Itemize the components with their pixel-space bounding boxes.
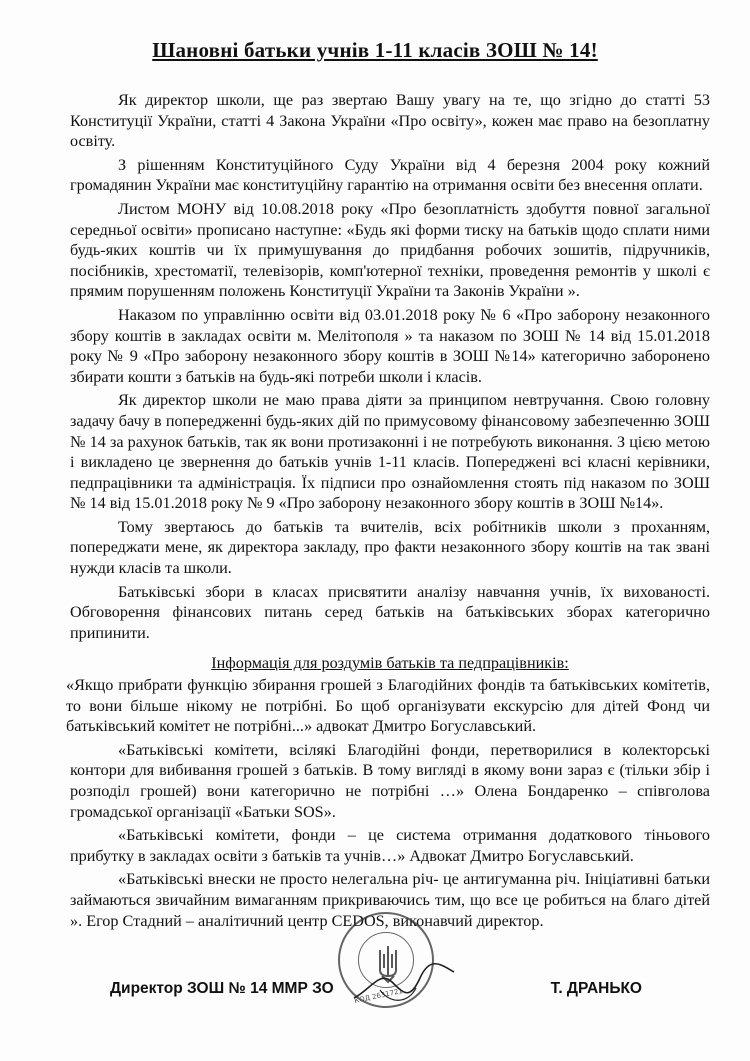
document-body bbox=[66, 90, 710, 934]
paragraph-director-position: Як директор школи не маю права діяти за принципом невтручання. Свою головну задачу бачу в попередженні будь-яких дій по примусовому фінансовому забезпеченню ЗОШ № 14 за рахунок батьків, так як вони протизаконні і не потребують виконання. З цією метою і викладено це звернення до батьків учнів 1-11 класів. Попереджені всі класні керівники, педпрацівники та адміністрація. Їх підписи про ознайомлення стоять під наказом по ЗОШ № 14 від 15.01.2018 року № 9 «Про заборону незаконного збору коштів в ЗОШ №14». bbox=[70, 391, 710, 513]
quote-boguslavsky-2: «Батьківські комітети, фонди – це система отримання додаткового тіньового прибутку в закладах освіти з батьків та учнів…» Адвокат Дмитро Богуславський. bbox=[70, 826, 710, 865]
page-title: Шановні батьки учнів 1-11 класів ЗОШ № 14! bbox=[152, 38, 598, 62]
paragraph-constitution: Як директор школи, ще раз звертаю Вашу увагу на те, що згідно до статті 53 Конституції України, статті 4 Закона України «Про освіту», кожен має право на безоплатну освіту. bbox=[70, 91, 710, 151]
paragraph-orders: Наказом по управлінню освіти від 03.01.2018 року № 6 «Про заборону незаконного збору коштів в закладах освіти м. Мелітополя » та наказом по ЗОШ № 14 від 15.01.2018 року № 9 «Про заборону незаконного збору коштів в ЗОШ №14» категорично заборонено збирати кошти з батьків на будь-які потреби школи і класів. bbox=[70, 305, 710, 386]
stamp-code: КОД 2631721 bbox=[353, 986, 404, 1006]
signature-name: Т. ДРАНЬКО bbox=[550, 980, 642, 997]
quote-stadnyi: «Батьківські внески не просто нелегальна річ- це антигуманна річ. Ініціативні батьки займаються звичайним вимаганням прикриваючись тим, що все це робиться на благо дітей ». Егор Стадний – аналітичний центр CEDOS, виконавчий директор. bbox=[70, 870, 710, 930]
paragraph-meetings: Батьківські збори в класах присвятити аналізу навчання учнів, їх вихованості. Обговорення фінансових питань серед батьків на батьківських зборах категорично припинити. bbox=[70, 582, 710, 642]
signature-position: Директор ЗОШ № 14 ММР ЗО bbox=[110, 980, 334, 997]
paragraph-appeal: Тому звертаюсь до батьків та вчителів, всіх робітників школи з проханням, попереджати мене, як директора закладу, про факти незаконного збору коштів на так звані нужди класів та школи. bbox=[70, 517, 710, 578]
info-heading: Інформація для роздумів батьків та педпрацівників: bbox=[211, 654, 569, 673]
paragraph-ministry-letter: Листом МОНУ від 10.08.2018 року «Про безоплатність здобуття повної загальної середньої освіти» прописано наступне: «Будь які форми тиску на батьків щодо сплати ними будь-яких коштів чи їх примушування до придбання робочих зошитів, підручників, посібників, хрестоматії, телевізорів, комп'ютерної техніки, проведення ремонтів у школі є прямим порушенням положень Конституції України та Законів України ». bbox=[70, 199, 710, 301]
paragraph-court-decision: З рішенням Конституційного Суду України від 4 березня 2004 року кожний громадянин України має конституційну гарантію на отримання освіти без внесення оплати. bbox=[70, 155, 710, 195]
quote-boguslavsky-1: «Якщо прибрати функцію збирання грошей з Благодійних фондів та батьківських комітетів, то вони більше нікому не потрібні. Бо щоб організувати екскурсію для дітей Фонд чи батьківський комітет не потрібні...» адвокат Дмитро Богуславський. bbox=[66, 676, 710, 736]
quote-bondarenko: «Батьківські комітети, всілякі Благодійні фонди, перетворилися в колекторські контори для вибивання грошей з батьків. В тому вигляді в якому вони зараз є (тільки збір і розподіл грошей) вони категорично не потрібні …» Олена Бондаренко – співголова громадської організації «Батьки SOS». bbox=[70, 740, 710, 821]
signature-row bbox=[110, 975, 670, 1005]
